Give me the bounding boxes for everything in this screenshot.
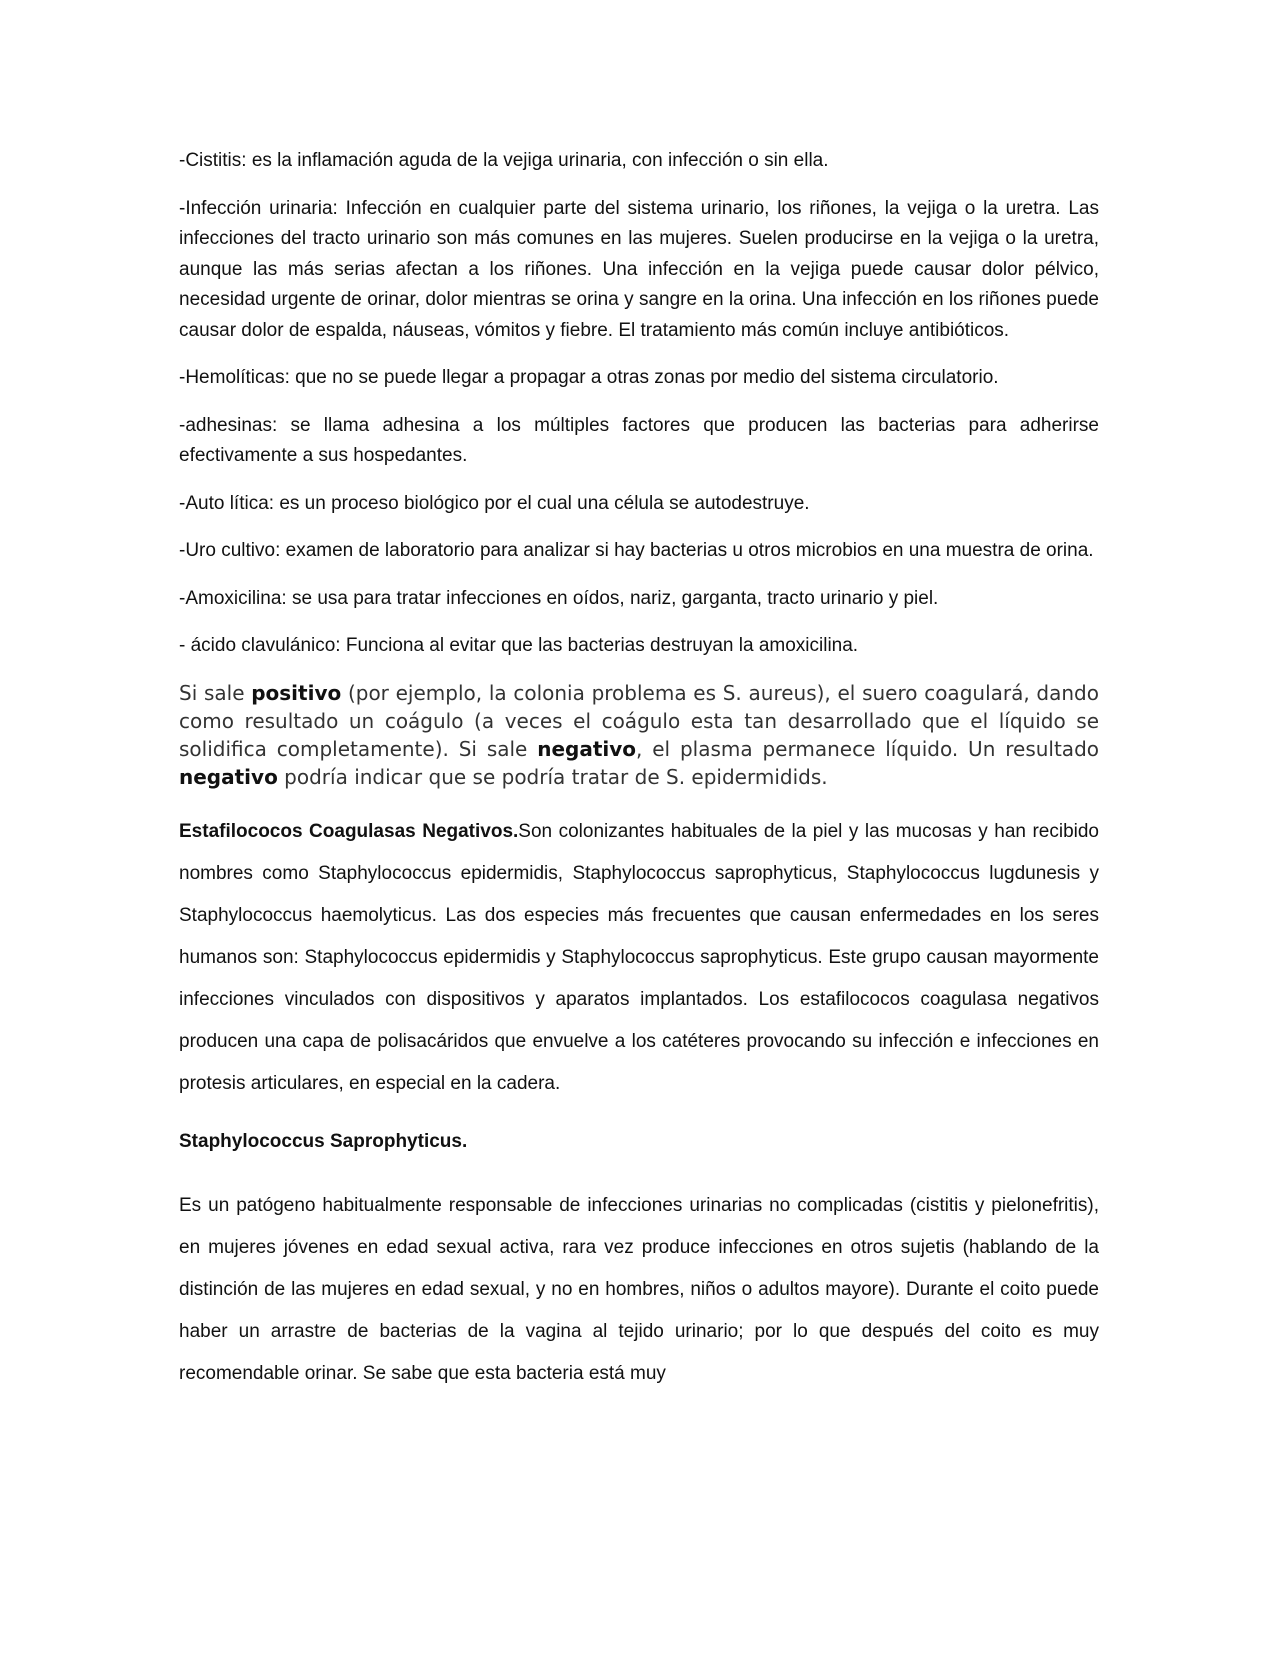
coagulasa-bold-positivo: positivo bbox=[251, 680, 342, 705]
coagulasa-bold-negativo-2: negativo bbox=[179, 764, 278, 789]
coagulasa-text-4: podría indicar que se podría tratar de S. epidermidids. bbox=[277, 764, 828, 789]
coagulasa-text-3: , el plasma permanece líquido. Un resultado bbox=[636, 736, 1099, 761]
estafilococos-heading: Estafilococos Coagulasas Negativos. bbox=[179, 820, 519, 842]
document-page bbox=[179, 146, 1099, 1417]
paragraph-hemoliticas: -Hemolíticas: que no se puede llegar a propagar a otras zonas por medio del sistema circulatorio. bbox=[179, 367, 999, 388]
paragraph-cistitis: -Cistitis: es la inflamación aguda de la vejiga urinaria, con infección o sin ella. bbox=[179, 150, 829, 171]
estafilococos-text: Son colonizantes habituales de la piel y las mucosas y han recibido nombres como Staphylococcus epidermidis, Staphylococcus saprophyticus, Staphylococcus lugdunesis y Staphylococcus haemolyticus. Las dos especies más frecuentes que causan enfermedades en los seres humanos son: Staphylococcus epidermidis y Staphylococcus saprophyticus. Este grupo causan mayormente infecciones vinculados con dispositivos y aparatos implantados. Los estafilococos coagulasa negativos producen una capa de polisacáridos que envuelve a los catéteres provocando su infección e infecciones en protesis articulares, en especial en la cadera. bbox=[179, 820, 1099, 1094]
coagulasa-text-1: Si sale bbox=[179, 680, 252, 705]
paragraph-estafilococos bbox=[179, 811, 1099, 1105]
paragraph-auto-litica: -Auto lítica: es un proceso biológico por el cual una célula se autodestruye. bbox=[179, 492, 810, 514]
paragraph-adhesinas: -adhesinas: se llama adhesina a los múltiples factores que producen las bacterias para adherirse efectivamente a sus hospedantes. bbox=[179, 414, 1099, 466]
paragraph-coagulasa-result bbox=[179, 679, 1099, 791]
paragraph-uro-cultivo: -Uro cultivo: examen de laboratorio para analizar si hay bacterias u otros microbios en una muestra de orina. bbox=[179, 540, 1094, 561]
coagulasa-text-2: (por ejemplo, la colonia problema es S. aureus), el suero coagulará, dando como resultado un coágulo (a veces el coágulo esta tan desarrollado que el líquido se solidifica completamente). Si sale bbox=[179, 680, 1099, 761]
paragraph-amoxicilina: -Amoxicilina: se usa para tratar infecciones en oídos, nariz, garganta, tracto urinario y piel. bbox=[179, 587, 939, 609]
paragraph-acido-clavulanico: - ácido clavulánico: Funciona al evitar que las bacterias destruyan la amoxicilina. bbox=[179, 635, 859, 656]
paragraph-saprophyticus: Es un patógeno habitualmente responsable de infecciones urinarias no complicadas (cistitis y pielonefritis), en mujeres jóvenes en edad sexual activa, rara vez produce infecciones en otros sujetis (hablando de la distinción de las mujeres en edad sexual, y no en hombres, niños o adultos mayore). Durante el coito puede haber un arrastre de bacterias de la vagina al tejido urinario; por lo que después del coito es muy recomendable orinar. Se sabe que esta bacteria está muy bbox=[179, 1195, 1099, 1384]
saprophyticus-heading: Staphylococcus Saprophyticus. bbox=[179, 1130, 468, 1152]
coagulasa-bold-negativo: negativo bbox=[537, 736, 637, 761]
paragraph-infeccion-urinaria: -Infección urinaria: Infección en cualquier parte del sistema urinario, los riñones, la vejiga o la uretra. Las infecciones del tracto urinario son más comunes en las mujeres. Suelen producirse en la vejiga o la uretra, aunque las más serias afectan a los riñones. Una infección en la vejiga puede causar dolor pélvico, necesidad urgente de orinar, dolor mientras se orina y sangre en la orina. Una infección en los riñones puede causar dolor de espalda, náuseas, vómitos y fiebre. El tratamiento más común incluye antibióticos. bbox=[179, 197, 1099, 341]
